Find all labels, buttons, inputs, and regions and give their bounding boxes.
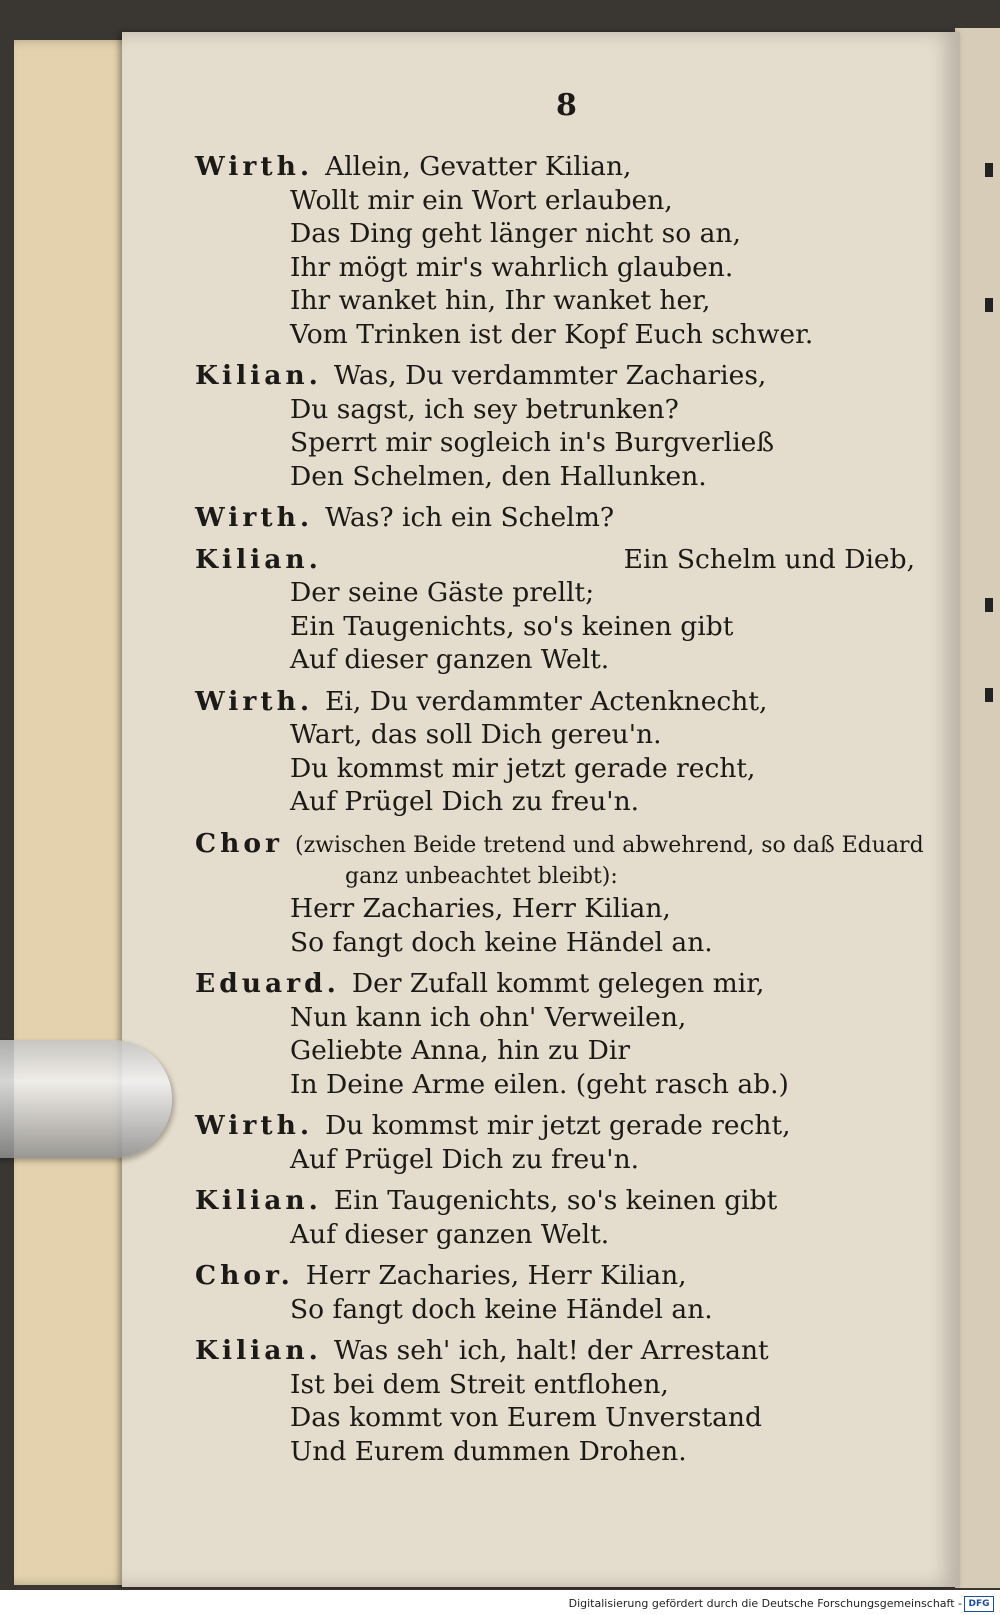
verse-line: Herr Zacharies, Herr Kilian, [290, 893, 671, 924]
verse-line: Ein Taugenichts, so's keinen gibt [333, 1185, 778, 1216]
edge-mark [985, 298, 993, 312]
verse-line: Ihr wanket hin, Ihr wanket her, [290, 285, 711, 316]
verse-line: Du kommst mir jetzt gerade recht, [325, 1110, 791, 1141]
play-text [195, 150, 935, 1476]
verse-line: Ihr mögt mir's wahrlich glauben. [290, 251, 734, 283]
speaker-name: Kilian. [195, 1335, 322, 1366]
speaker-name: Kilian. [195, 360, 322, 391]
verse-line: Ein Schelm und Dieb, [623, 543, 915, 575]
stage-direction: ganz unbeachtet bleibt): [345, 864, 618, 889]
speaker-name: Chor [195, 827, 283, 859]
dialogue-entry [195, 1109, 935, 1176]
verse-line: Auf dieser ganzen Welt. [290, 644, 610, 675]
funding-credit: Digitalisierung gefördert durch die Deutsche Forschungsgemeinschaft - [568, 1597, 962, 1610]
dialogue-entry [195, 967, 935, 1101]
dialogue-entry [195, 827, 935, 960]
edge-mark [985, 598, 993, 612]
verse-line: Sperrt mir sogleich in's Burgverließ [290, 427, 775, 458]
verse-line: So fangt doch keine Händel an. [290, 926, 713, 958]
verse-line: Auf dieser ganzen Welt. [290, 1218, 610, 1250]
dialogue-entry [195, 1184, 935, 1251]
facing-page-edge [955, 28, 1000, 1588]
verse-line: So fangt doch keine Händel an. [290, 1293, 713, 1325]
verse-line: Was seh' ich, halt! der Arrestant [333, 1335, 769, 1366]
verse-line: Ein Taugenichts, so's keinen gibt [290, 610, 734, 642]
page-clip [0, 1040, 172, 1158]
verse-line: Was, Du verdammter Zacharies, [333, 360, 767, 391]
speaker-name: Wirth. [195, 151, 314, 182]
verse-line: Du kommst mir jetzt gerade recht, [290, 752, 756, 784]
speaker-name: Kilian. [195, 543, 322, 575]
verse-line: Der Zufall kommt gelegen mir, [351, 968, 765, 999]
dialogue-entry [195, 685, 935, 819]
verse-line: Du sagst, ich sey betrunken? [290, 393, 679, 425]
verse-line: Vom Trinken ist der Kopf Euch schwer. [290, 318, 814, 350]
verse-line: Das Ding geht länger nicht so an, [290, 218, 741, 249]
dialogue-entry [195, 150, 935, 351]
page-number: 8 [556, 88, 577, 123]
verse-line: Wollt mir ein Wort erlauben, [290, 184, 673, 216]
speaker-name: Chor. [195, 1260, 294, 1291]
verse-line: Der seine Gäste prellt; [290, 577, 595, 608]
verse-line: Herr Zacharies, Herr Kilian, [305, 1260, 687, 1291]
verse-line: Wart, das soll Dich gereu'n. [290, 719, 662, 750]
verse-line: Und Eurem dummen Drohen. [290, 1435, 687, 1467]
verse-line: Nun kann ich ohn' Verweilen, [290, 1001, 687, 1033]
verse-line: Das kommt von Eurem Unverstand [290, 1402, 762, 1433]
dfg-logo: DFG [964, 1596, 994, 1612]
verse-line: Was? ich ein Schelm? [325, 502, 615, 533]
verse-line: Auf Prügel Dich zu freu'n. [290, 1143, 640, 1175]
edge-mark [985, 688, 993, 702]
speaker-name: Kilian. [195, 1185, 322, 1216]
dialogue-entry [195, 501, 935, 535]
verse-line: Ei, Du verdammter Actenknecht, [325, 685, 768, 717]
speaker-name: Eduard. [195, 968, 340, 999]
speaker-name: Wirth. [195, 1110, 314, 1141]
dialogue-entry [195, 359, 935, 493]
dialogue-entry [195, 1259, 935, 1326]
stage-direction: (zwischen Beide tretend und abwehrend, so daß Eduard [295, 832, 924, 858]
verse-line: Auf Prügel Dich zu freu'n. [290, 786, 640, 817]
verse-line: Den Schelmen, den Hallunken. [290, 460, 707, 492]
speaker-name: Wirth. [195, 502, 314, 533]
verse-line: Ist bei dem Streit entflohen, [290, 1368, 669, 1400]
dialogue-entry [195, 543, 935, 677]
edge-mark [985, 163, 993, 177]
speaker-name: Wirth. [195, 685, 314, 717]
verse-line: Geliebte Anna, hin zu Dir [290, 1035, 630, 1066]
verse-line: In Deine Arme eilen. (geht rasch ab.) [290, 1068, 789, 1100]
dialogue-entry [195, 1334, 935, 1468]
verse-line: Allein, Gevatter Kilian, [325, 151, 632, 182]
